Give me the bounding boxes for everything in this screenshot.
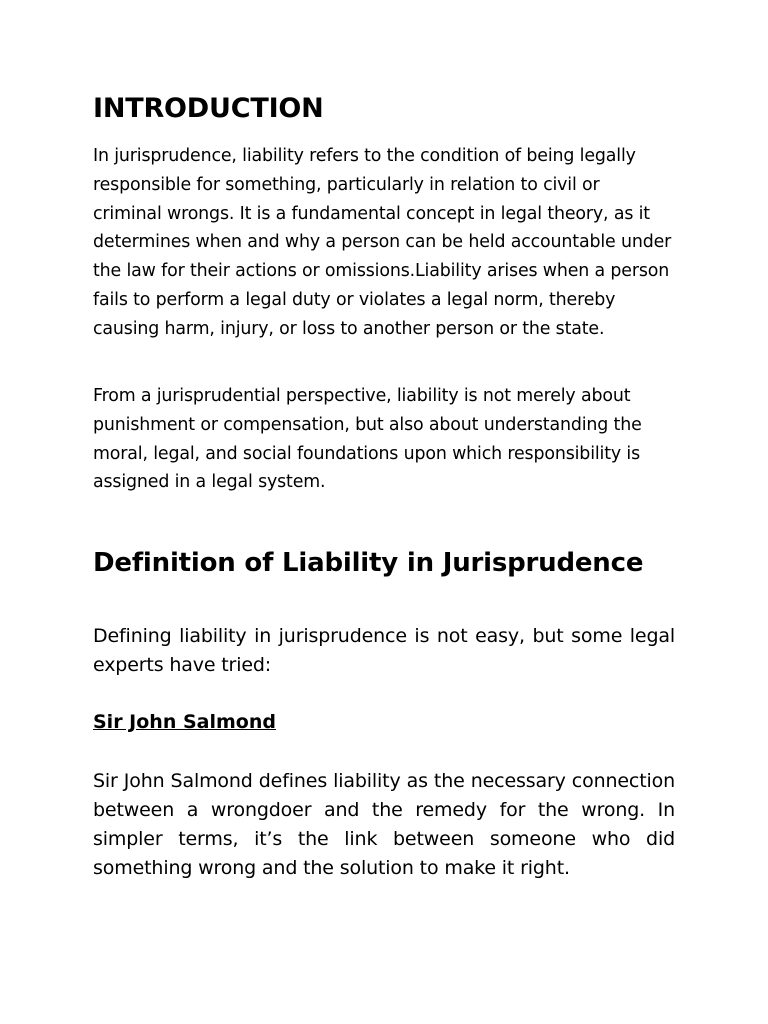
salmond-paragraph: Sir John Salmond defines liability as the necessary connection between a wrongdoer and the remedy for the wrong. In simpler terms, it’s the link between someone who did something wrong and the solution to make it right. — [93, 770, 675, 879]
subheading-salmond: Sir John Salmond — [93, 711, 276, 733]
intro-paragraph-1: In jurisprudence, liability refers to the condition of being legally responsible for something, particularly in relation to civil or criminal wrongs. It is a fundamental concept in legal theory, as it determines when and why a person can be held accountable under the law for their actions or omissions.Liability arises when a person fails to perform a legal duty or violates a legal norm, thereby causing harm, injury, or loss to another person or the state. — [93, 146, 672, 339]
page-title: INTRODUCTION — [93, 93, 324, 124]
definition-paragraph: Defining liability in jurisprudence is not easy, but some legal experts have tried: — [93, 625, 675, 676]
intro-paragraph-2: From a jurisprudential perspective, liability is not merely about punishment or compensation, but also about understanding the moral, legal, and social foundations upon which responsibility is assigned in a legal system. — [93, 386, 642, 493]
section-heading: Definition of Liability in Jurisprudence — [93, 548, 644, 578]
